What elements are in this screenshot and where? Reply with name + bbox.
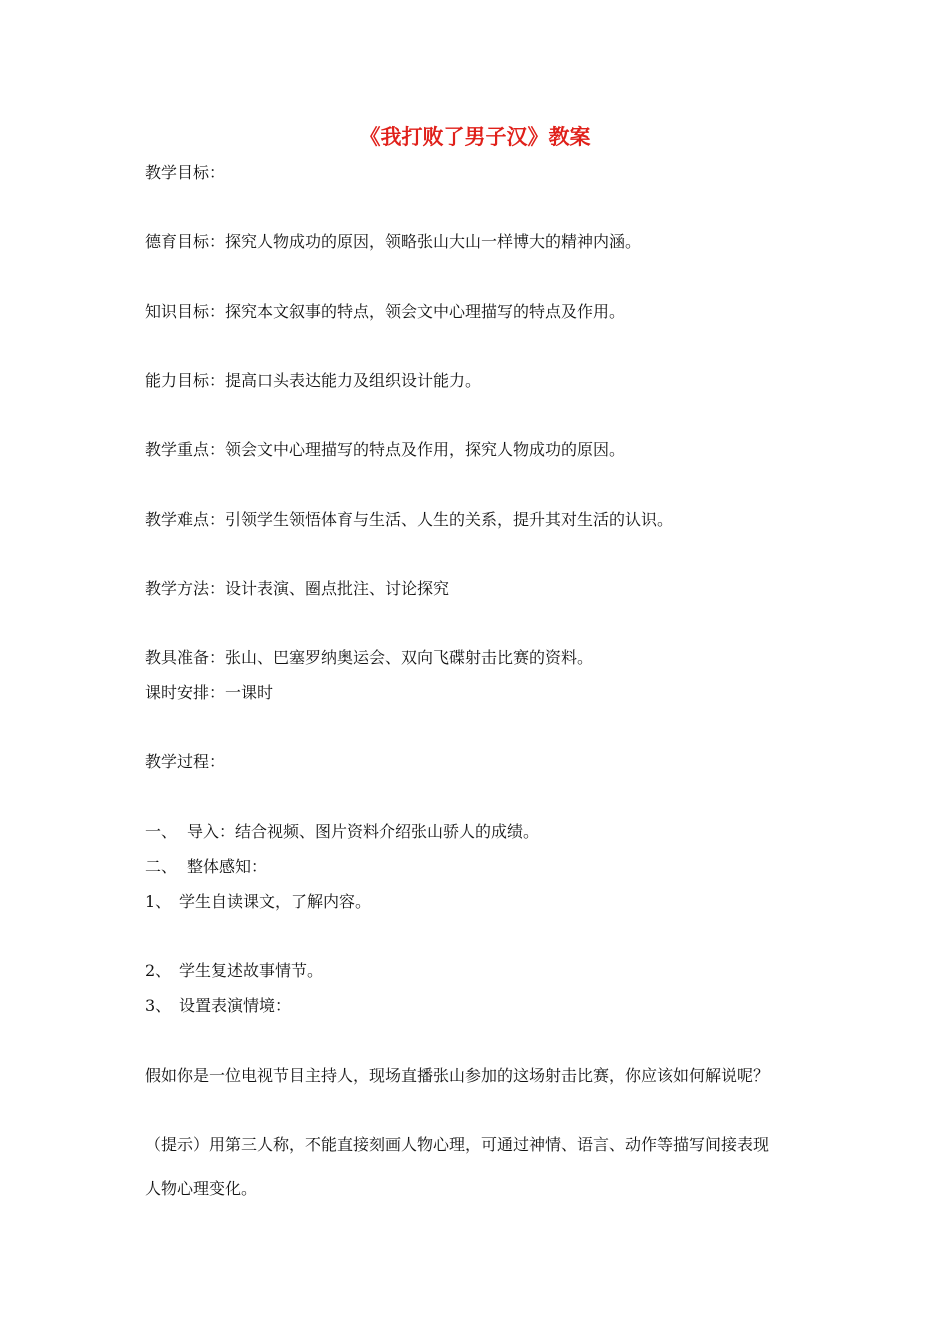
moral-goal: 德育目标：探究人物成功的原因，领略张山大山一样博大的精神内涵。 bbox=[145, 232, 642, 251]
materials: 教具准备：张山、巴塞罗纳奥运会、双向飞碟射击比赛的资料。 bbox=[145, 648, 594, 667]
knowledge-goal: 知识目标：探究本文叙事的特点，领会文中心理描写的特点及作用。 bbox=[145, 302, 626, 321]
goals-heading: 教学目标： bbox=[145, 163, 226, 182]
step-text: 设置表演情境： bbox=[179, 996, 292, 1015]
document-title: 《我打败了男子汉》教案 bbox=[359, 125, 591, 149]
step-number: 3、 bbox=[145, 996, 172, 1015]
section-text: 导入：结合视频、图片资料介绍张山骄人的成绩。 bbox=[187, 822, 540, 841]
step-item bbox=[145, 995, 291, 1017]
difficulties: 教学难点：引领学生领悟体育与生活、人生的关系，提升其对生活的认识。 bbox=[145, 510, 674, 529]
hint-text-line-1: （提示）用第三人称，不能直接刻画人物心理，可通过神情、语言、动作等描写间接表现 bbox=[145, 1135, 770, 1154]
step-item bbox=[145, 891, 371, 913]
schedule: 课时安排：一课时 bbox=[145, 683, 274, 702]
step-number: 2、 bbox=[145, 961, 172, 980]
ability-goal: 能力目标：提高口头表达能力及组织设计能力。 bbox=[145, 371, 482, 390]
section-text: 整体感知： bbox=[187, 857, 268, 876]
methods: 教学方法：设计表演、圈点批注、讨论探究 bbox=[145, 579, 450, 598]
key-points: 教学重点：领会文中心理描写的特点及作用，探究人物成功的原因。 bbox=[145, 440, 626, 459]
step-number: 1、 bbox=[145, 892, 172, 911]
scenario-text: 假如你是一位电视节目主持人，现场直播张山参加的这场射击比赛，你应该如何解说呢？ bbox=[145, 1066, 770, 1085]
section-item bbox=[145, 821, 539, 843]
step-item bbox=[145, 960, 323, 982]
process-heading: 教学过程： bbox=[145, 752, 226, 771]
section-number: 一、 bbox=[145, 822, 178, 841]
hint-text-line-2: 人物心理变化。 bbox=[145, 1179, 258, 1198]
step-text: 学生自读课文，了解内容。 bbox=[179, 892, 372, 911]
section-number: 二、 bbox=[145, 857, 178, 876]
step-text: 学生复述故事情节。 bbox=[179, 961, 324, 980]
section-item bbox=[145, 856, 267, 878]
